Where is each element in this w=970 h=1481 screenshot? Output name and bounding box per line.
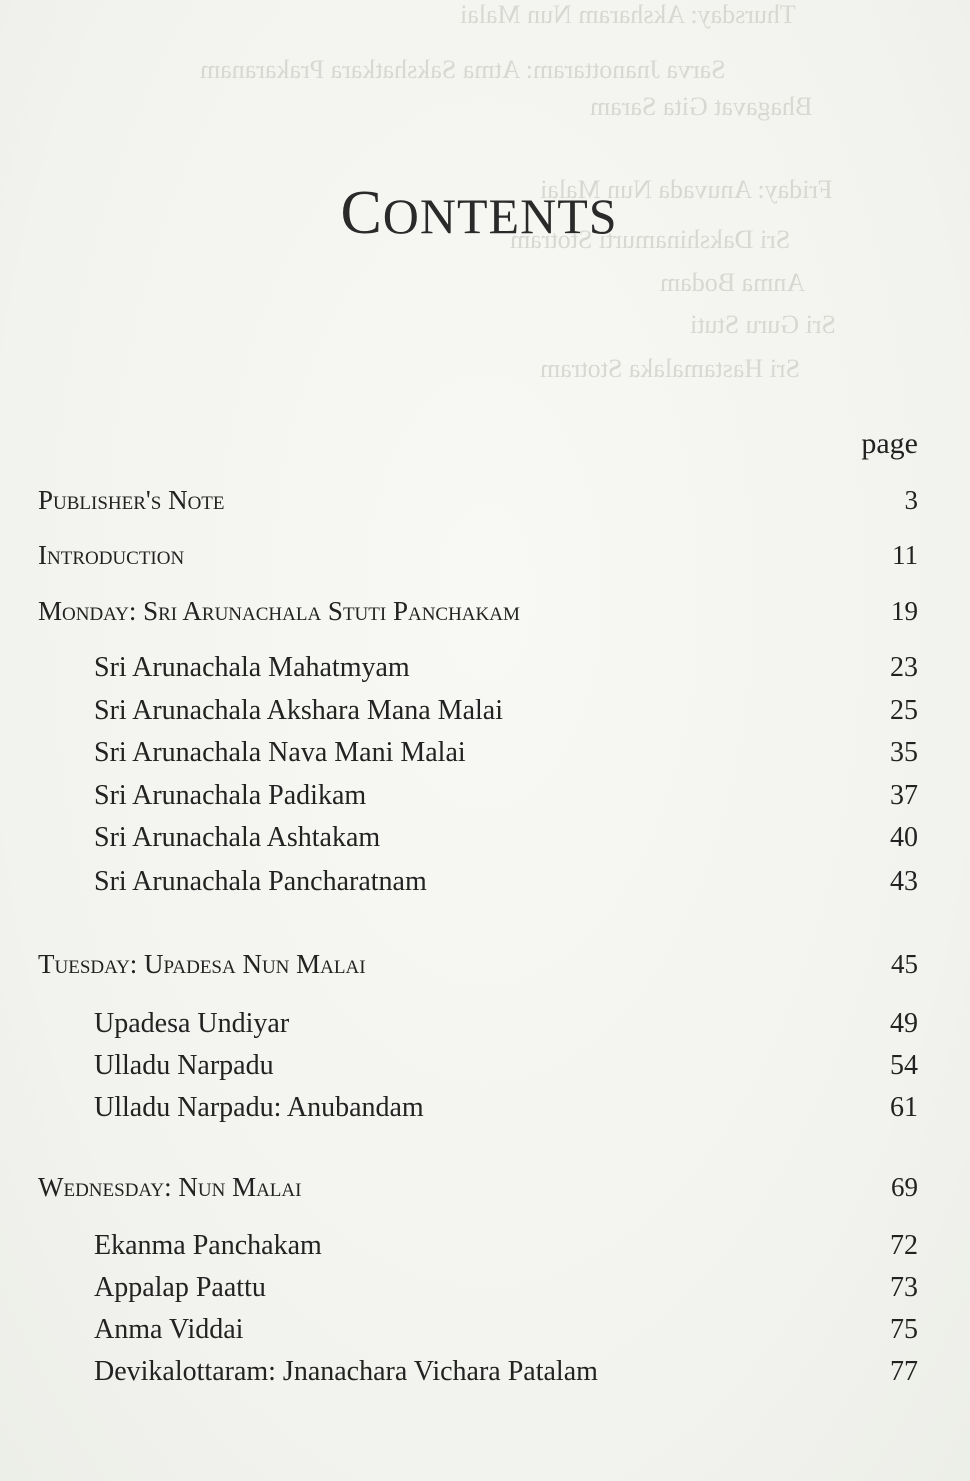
toc-entry-title: Tuesday: Upadesa Nun Malai [38,949,366,979]
toc-entry [94,652,918,684]
toc-entry [38,949,918,980]
toc-entry-title: Sri Arunachala Nava Mani Malai [94,737,466,768]
bleed-through-text: Sri Dakshinamurti Stotram [510,225,791,254]
toc-entry-title: Sri Arunachala Ashtakam [94,822,381,853]
toc-entry [38,485,918,516]
toc-entry [94,822,918,854]
page-column-label: page [861,427,918,460]
toc-entry-page: 69 [891,1172,918,1202]
toc-entry-page: 35 [890,737,918,768]
toc-entry-page: 25 [890,695,918,726]
toc-entry-title: Ekanma Panchakam [94,1230,322,1261]
bleed-through-text: Sarva Jnanottaram: Atma Sakshatkara Prakaranam [200,55,726,84]
toc-entry-title: Publisher's Note [38,485,225,515]
toc-entry [38,540,918,571]
toc-entry-page: 75 [890,1314,918,1345]
toc-entry-title: Ulladu Narpadu [94,1050,274,1081]
toc-entry-page: 54 [890,1050,918,1081]
toc-entry-page: 61 [890,1092,918,1123]
toc-entry [94,737,918,769]
bleed-through-text: Bhagavat Gita Saram [590,92,813,121]
toc-entry [94,1230,918,1262]
toc-entry-title: Sri Arunachala Mahatmyam [94,652,410,683]
toc-entry-page: 11 [892,540,918,570]
toc-entry [94,1092,918,1124]
title-rest: ONTENTS [382,188,618,244]
toc-entry-page: 77 [890,1356,918,1387]
toc-entry-title: Wednesday: Nun Malai [38,1172,302,1202]
toc-entry-page: 72 [890,1230,918,1261]
toc-entry-page: 19 [891,596,918,626]
toc-entry [94,1272,918,1304]
toc-entry-page: 45 [891,949,918,979]
page-title [0,178,958,249]
toc-entry-title: Appalap Paattu [94,1272,266,1303]
toc-entry-title: Ulladu Narpadu: Anubandam [94,1092,424,1123]
toc-entry-page: 3 [904,485,918,515]
bleed-through-text: Thursday: Aksharam Nun Malai [460,0,796,29]
toc-entry [94,1356,918,1388]
toc-entry [38,596,918,627]
toc-entry [38,1172,918,1203]
toc-entry-page: 73 [890,1272,918,1303]
toc-entry-page: 40 [890,822,918,853]
toc-entry-title: Monday: Sri Arunachala Stuti Panchakam [38,596,520,626]
toc-entry-title: Anma Viddai [94,1314,244,1345]
toc-entry [94,1050,918,1082]
bleed-through-text: Anma Bodam [660,268,806,297]
toc-entry-title: Sri Arunachala Padikam [94,780,367,811]
toc-entry-title: Upadesa Undiyar [94,1008,290,1039]
bleed-through-text: Friday: Anuvada Nun Malai [540,175,833,204]
toc-entry-title: Introduction [38,540,185,570]
toc-entry [94,1314,918,1346]
toc-entry-page: 43 [890,866,918,897]
toc-entry-page: 23 [890,652,918,683]
toc-entry-title: Sri Arunachala Pancharatnam [94,866,427,897]
toc-entry-page: 49 [890,1008,918,1039]
title-initial: C [340,179,383,247]
toc-entry [94,866,918,898]
bleed-through-text: Sri Hastamalaka Stotram [540,354,800,383]
toc-entry-page: 37 [890,780,918,811]
toc-entry [94,780,918,812]
bleed-through-text: Sri Guru Stuti [690,310,836,339]
toc-entry [94,1008,918,1040]
toc-entry [94,695,918,727]
toc-entry-title: Sri Arunachala Akshara Mana Malai [94,695,503,726]
toc-entry-title: Devikalottaram: Jnanachara Vichara Patalam [94,1356,598,1387]
